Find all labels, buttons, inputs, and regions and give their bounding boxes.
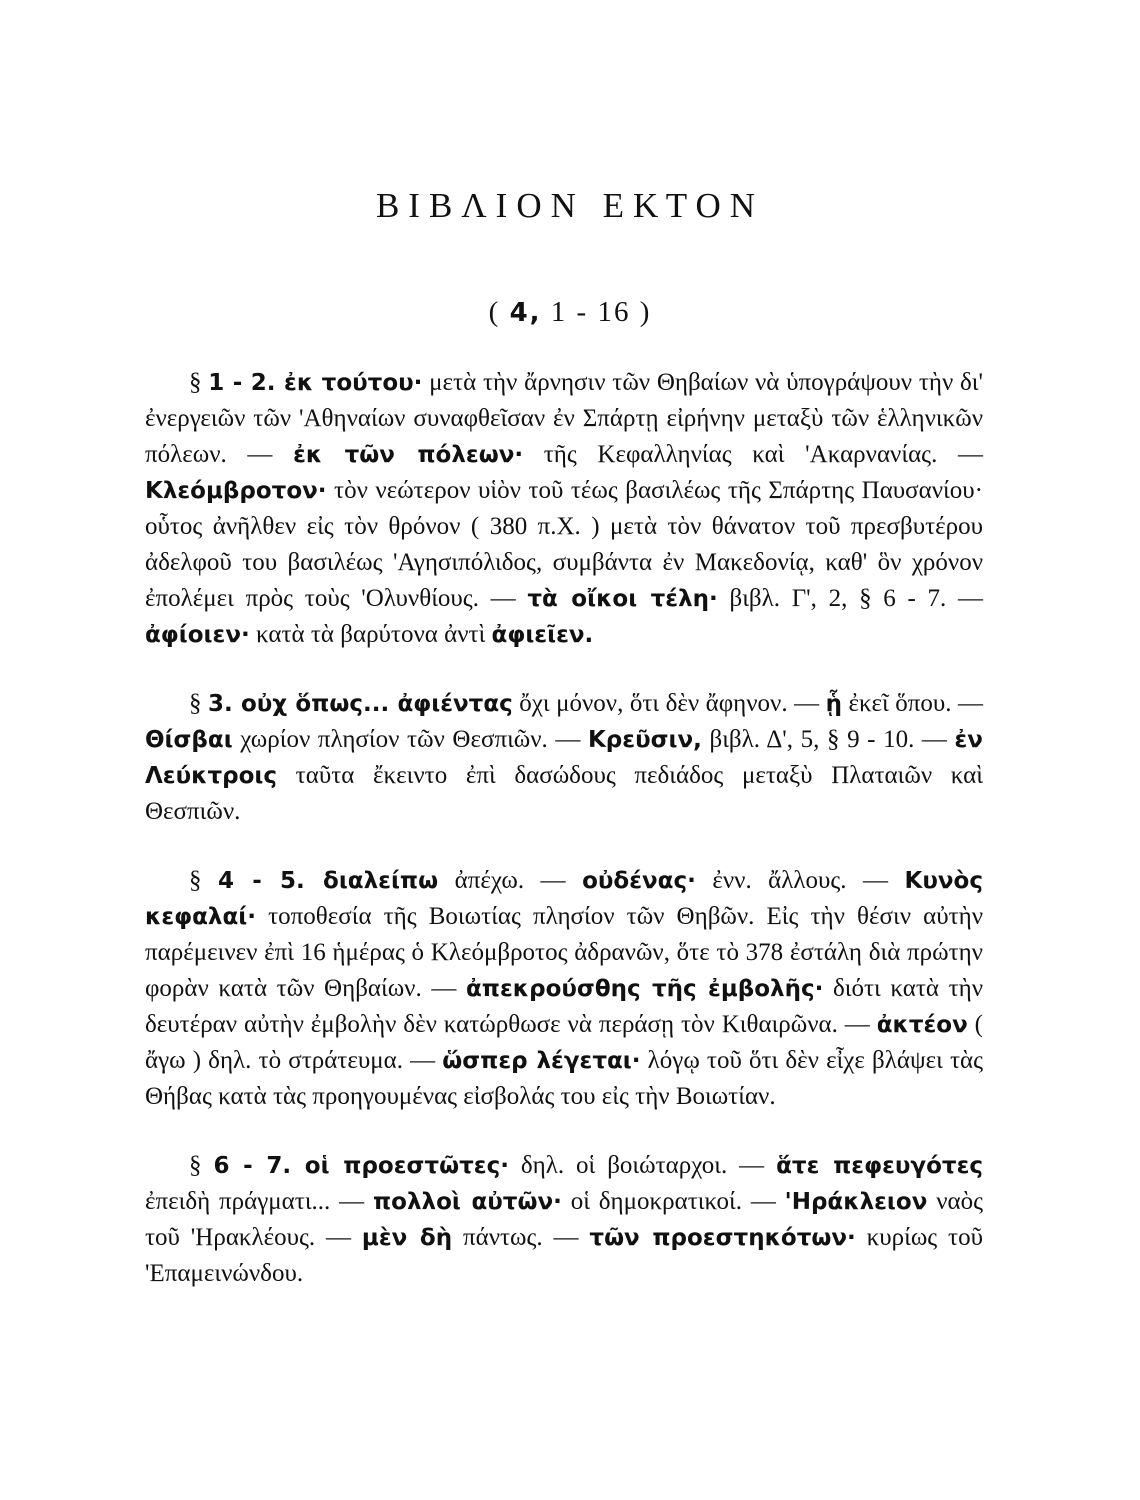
page-title: ΒΙΒΛΙΟΝ ΕΚΤΟΝ	[375, 186, 765, 225]
commentary-text: τὸν νεώτερον υἱὸν τοῦ τέως βασιλέως τῆς Σπάρτης Παυσανίου· οὗτος ἀνῆλθεν εἰς τὸν θρόνον ( 380 π.Χ. ) μετὰ τὸν θάνατον τοῦ πρεσβυτέρου ἀδελφοῦ του βασιλέως 'Αγησιπόλιδος, συμβάντα ἐν Μακεδονίᾳ, καθ' ὃν χρόνον ἐπολέμει πρὸς τοὺς 'Ολυνθίους. —	[145, 477, 983, 612]
commentary-text: οἱ δημοκρατικοί. —	[561, 1188, 785, 1215]
commentary-text: λόγῳ τοῦ ὅτι δὲν εἶχε βλάψει τὰς Θήβας κατὰ τὰς προηγουμένας εἰσβολάς του εἰς τὴν Βοιωτίαν.	[145, 1047, 984, 1110]
commentary-text: πάντως. —	[452, 1224, 590, 1251]
commentary-text: ἀπέχω. —	[438, 867, 583, 894]
lemma-term: Κρεῦσιν,	[587, 727, 702, 753]
lemma-term: τὰ οἴκοι τέλη·	[527, 586, 718, 612]
commentary-text: §	[189, 690, 208, 717]
commentary-section	[145, 863, 983, 1115]
range-paragraphs: 1 - 16 )	[541, 296, 652, 328]
commentary-text: ταῦτα ἔκειντο ἐπὶ δασώδους πεδιάδος μεταξὺ Πλαταιῶν καὶ Θεσπιῶν.	[145, 762, 983, 825]
lemma-term: ἀπεκρούσθης τῆς ἐμβολῆς·	[465, 976, 824, 1002]
commentary-text: βιβλ. Γ', 2, § 6 - 7. —	[717, 585, 983, 612]
commentary-body	[145, 365, 983, 1325]
commentary-section	[145, 686, 983, 830]
commentary-text: ὄχι μόνον, ὅτι δὲν ἄφηνον. —	[512, 690, 826, 717]
commentary-text: ναὸς τοῦ 'Ηρακλέους. —	[145, 1188, 983, 1251]
commentary-text: ἐπειδὴ πράγματι... —	[145, 1188, 373, 1215]
commentary-text: κατὰ τὰ βαρύτονα ἀντὶ	[249, 621, 492, 648]
commentary-text: δηλ. οἱ βοιώταρχοι. —	[508, 1152, 777, 1179]
lemma-term: 1 - 2. ἐκ τούτου·	[208, 370, 423, 396]
chapter-range	[0, 296, 1140, 329]
commentary-text: τῆς Κεφαλληνίας καὶ 'Ακαρνανίας. —	[523, 441, 983, 468]
lemma-term: 3. οὐχ ὅπως... ἀφιέντας	[207, 691, 513, 717]
lemma-term: ὥσπερ λέγεται·	[442, 1048, 641, 1074]
lemma-term: οὐδένας·	[582, 868, 696, 894]
lemma-term: 6 - 7. οἱ προεστῶτες·	[213, 1153, 509, 1179]
lemma-term: Κυνὸς κεφαλαί·	[145, 868, 983, 930]
commentary-section	[145, 1148, 983, 1292]
commentary-text: χωρίον πλησίον τῶν Θεσπιῶν. —	[232, 726, 588, 753]
lemma-term: ἐκ τῶν πόλεων·	[293, 442, 524, 468]
commentary-text: ἐκεῖ ὅπου. —	[841, 690, 983, 717]
lemma-term: ἐν Λεύκτροις	[145, 727, 983, 789]
lemma-term: ᾗ	[825, 691, 842, 717]
commentary-text: §	[189, 369, 209, 396]
lemma-term: πολλοὶ αὐτῶν·	[372, 1189, 562, 1215]
lemma-term: Κλεόμβροτον·	[145, 478, 327, 504]
lemma-term: ἀφίοιεν·	[145, 622, 250, 648]
commentary-text: τοποθεσία τῆς Βοιωτίας πλησίον τῶν Θηβῶν. Εἰς τὴν θέσιν αὐτὴν παρέμεινεν ἐπὶ 16 ἡμέρας ὁ Κλεόμβροτος ἀδρανῶν, ὅτε τὸ 378 ἐστάλη διὰ πρώτην φορὰν κατὰ τῶν Θηβαίων. —	[145, 903, 983, 1002]
lemma-term: 4 - 5. διαλείπω	[218, 868, 439, 894]
commentary-text: ( ἄγω ) δηλ. τὸ στράτευμα. —	[145, 1011, 984, 1074]
commentary-text: μετὰ τὴν ἄρνησιν τῶν Θηβαίων νὰ ὑπογράψουν τὴν δι' ἐνεργειῶν τῶν 'Αθηναίων συναφθεῖσαν ἐν Σπάρτῃ εἰρήνην μεταξὺ τῶν ἑλληνικῶν πόλεων. —	[145, 369, 984, 468]
lemma-term: ἀκτέον	[876, 1012, 968, 1038]
lemma-term: τῶν προεστηκότων·	[589, 1225, 856, 1251]
commentary-section	[145, 365, 983, 653]
commentary-text: διότι κατὰ τὴν δευτέραν αὐτὴν ἐμβολὴν δὲν κατώρθωσε νὰ περάσῃ τὸν Κιθαιρῶνα. —	[145, 975, 983, 1038]
commentary-text: ἐνν. ἄλλους. —	[695, 867, 905, 894]
range-open: (	[488, 296, 510, 328]
lemma-term: μὲν δὴ	[361, 1225, 453, 1251]
lemma-term: 'Ηράκλειον	[784, 1189, 928, 1215]
lemma-term: Θίσβαι	[145, 727, 233, 753]
lemma-term: ἅτε πεφευγότες	[776, 1153, 984, 1179]
commentary-text: §	[189, 1152, 214, 1179]
commentary-text: βιβλ. Δ', 5, § 9 - 10. —	[701, 726, 955, 753]
commentary-text: §	[189, 867, 218, 894]
commentary-text: κυρίως τοῦ 'Επαμεινώνδου.	[145, 1224, 983, 1287]
lemma-term: ἀφιεῖεν.	[491, 622, 594, 648]
range-chapter-number: 4,	[509, 298, 542, 328]
